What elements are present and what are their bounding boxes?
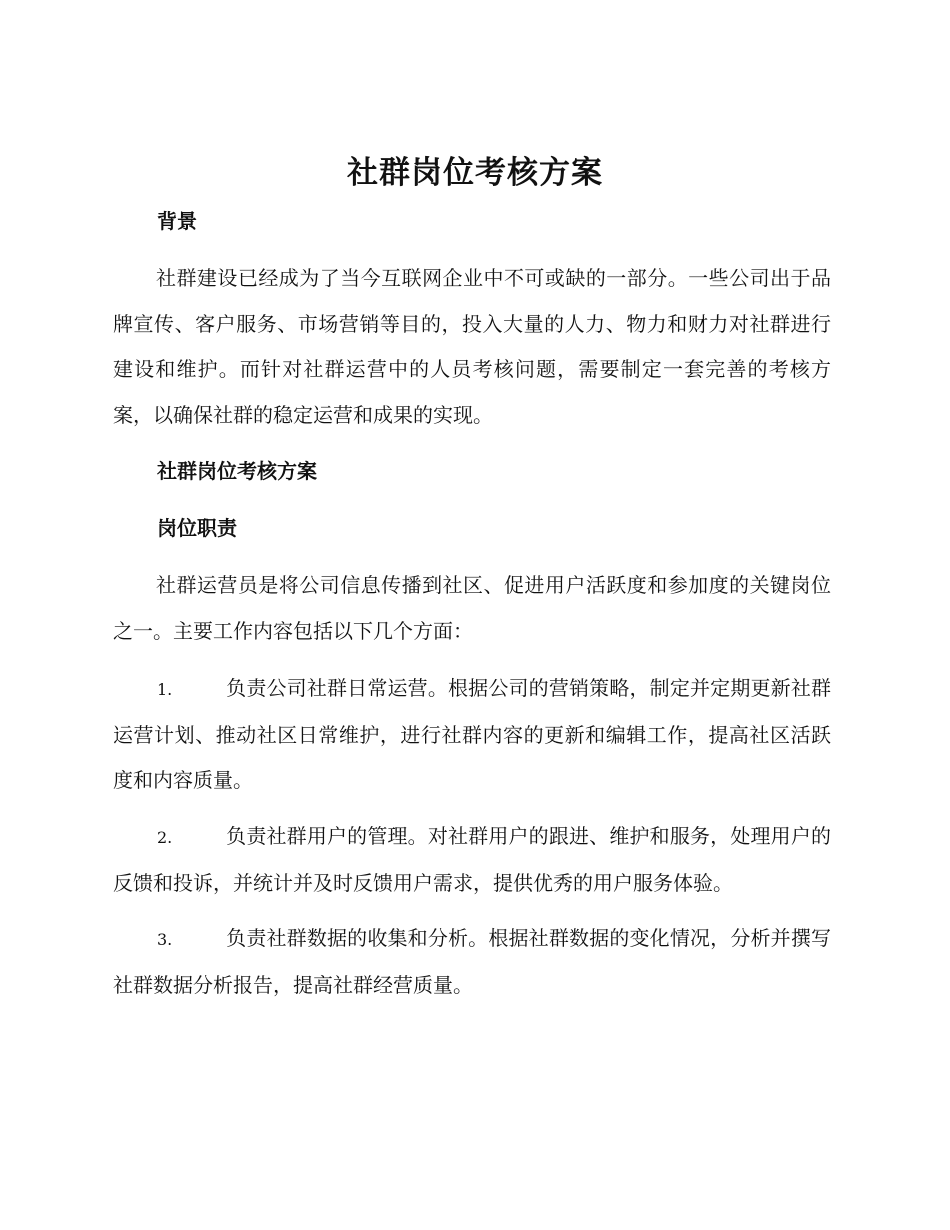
background-heading: 背景	[157, 209, 197, 233]
list-item	[113, 666, 831, 804]
duty-intro-text: 社群运营员是将公司信息传播到社区、促进用户活跃度和参加度的关键岗位之一。主要工作内容包括以下几个方面：	[113, 573, 831, 643]
duty-intro-paragraph	[113, 563, 831, 654]
background-paragraph	[113, 256, 831, 438]
list-text: 负责社群数据的收集和分析。根据社群数据的变化情况，分析并撰写社群数据分析报告，提高社群经营质量。	[113, 926, 831, 997]
plan-heading: 社群岗位考核方案	[157, 459, 317, 483]
list-text: 负责公司社群日常运营。根据公司的营销策略，制定并定期更新社群运营计划、推动社区日常维护，进行社群内容的更新和编辑工作，提高社区活跃度和内容质量。	[113, 676, 831, 792]
background-text: 社群建设已经成为了当今互联网企业中不可或缺的一部分。一些公司出于品牌宣传、客户服务、市场营销等目的，投入大量的人力、物力和财力对社群进行建设和维护。而针对社群运营中的人员考核问题，需要制定一套完善的考核方案，以确保社群的稳定运营和成果的实现。	[113, 266, 831, 427]
list-item	[113, 916, 831, 1008]
list-number: 3.	[157, 930, 173, 949]
list-item	[113, 814, 831, 906]
document-title: 社群岗位考核方案	[347, 155, 603, 191]
list-text: 负责社群用户的管理。对社群用户的跟进、维护和服务，处理用户的反馈和投诉，并统计并及时反馈用户需求，提供优秀的用户服务体验。	[113, 824, 831, 895]
duty-heading: 岗位职责	[157, 516, 237, 540]
list-number: 2.	[157, 828, 173, 847]
list-number: 1.	[157, 680, 173, 699]
